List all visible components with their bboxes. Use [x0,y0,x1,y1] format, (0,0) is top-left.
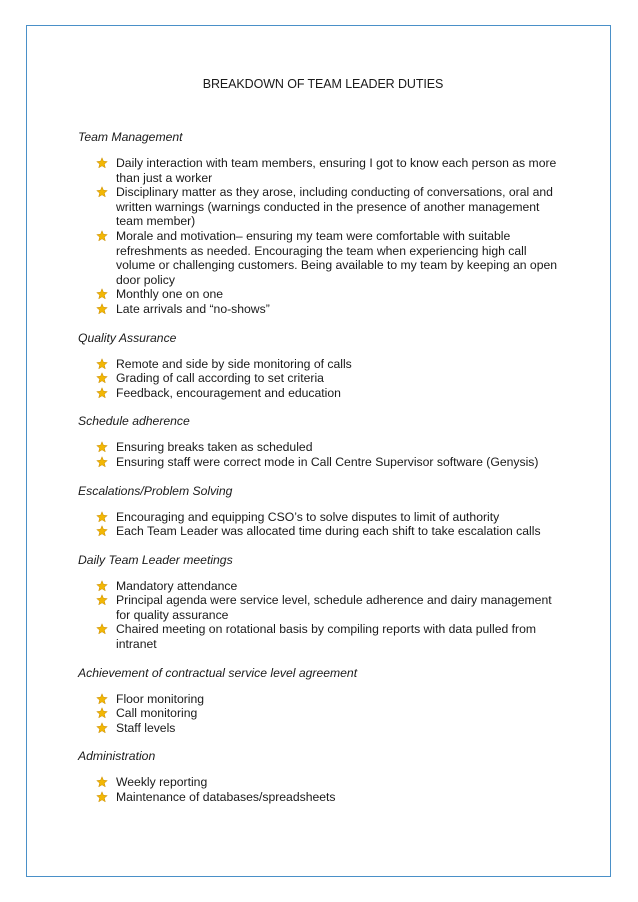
star-icon [96,303,108,315]
star-icon [96,288,108,300]
star-icon [96,693,108,705]
list-item-text: Staff levels [116,720,176,735]
bullet-list [78,775,568,804]
list-item [96,287,568,302]
section-heading: Quality Assurance [78,330,177,345]
list-item-text: Principal agenda were service level, schedule adherence and dairy management for quality assurance [116,593,552,622]
section-heading: Daily Team Leader meetings [78,552,233,567]
star-icon [96,441,108,453]
star-icon [96,358,108,370]
star-icon [96,594,108,606]
bullet-list [78,579,568,652]
list-item-text: Mandatory attendance [116,578,238,593]
list-item [96,622,568,651]
section-heading: Team Management [78,130,183,144]
star-icon [96,387,108,399]
list-item-text: Morale and motivation– ensuring my team were comfortable with suitable refreshments as needed. Encouraging the team when experiencing high call volume or challenging customers. Being available to my team by keeping an open door policy [116,228,558,287]
section [78,666,568,736]
list-item-text: Maintenance of databases/spreadsheets [116,790,336,805]
section [78,484,568,539]
list-item [96,510,568,525]
star-icon [96,791,108,803]
list-item-text: Grading of call according to set criteria [116,371,324,386]
star-icon [96,157,108,169]
list-item-text: Weekly reporting [116,775,208,790]
list-item-text: Late arrivals and “no-shows” [116,301,270,316]
list-item-text: Monthly one on one [116,287,224,302]
star-icon [96,722,108,734]
list-item [96,790,568,805]
document-title: BREAKDOWN OF TEAM LEADER DUTIES [202,77,444,91]
list-item-text: Feedback, encouragement and education [116,385,341,400]
list-item-text: Disciplinary matter as they arose, including conducting of conversations, oral and written warnings (warnings conducted in the presence of another management team member) [116,185,553,229]
list-item-text: Daily interaction with team members, ensuring I got to know each person as more than just a worker [116,156,557,185]
star-icon [96,776,108,788]
sections-container [78,130,568,805]
list-item [96,721,568,736]
list-item [96,386,568,401]
bullet-list [78,440,568,469]
list-item-text: Ensuring staff were correct mode in Call Centre Supervisor software (Genysis) [116,454,539,469]
bullet-list [78,692,568,736]
section [78,414,568,469]
list-item-text: Call monitoring [116,706,198,721]
section-heading: Schedule adherence [78,414,190,429]
section-heading: Administration [78,749,156,764]
star-icon [96,623,108,635]
list-item-text: Floor monitoring [116,691,205,706]
star-icon [96,707,108,719]
section-heading: Escalations/Problem Solving [78,483,233,498]
list-item [96,706,568,721]
list-item [96,455,568,470]
document-body [78,77,568,819]
star-icon [96,525,108,537]
list-item-text: Ensuring breaks taken as scheduled [116,440,313,455]
bullet-list [78,357,568,401]
section [78,553,568,652]
list-item [96,593,568,622]
list-item [96,371,568,386]
list-item [96,524,568,539]
star-icon [96,230,108,242]
list-item-text: Each Team Leader was allocated time during each shift to take escalation calls [116,524,541,539]
list-item [96,302,568,317]
list-item [96,185,568,229]
list-item [96,775,568,790]
star-icon [96,580,108,592]
star-icon [96,186,108,198]
bullet-list [78,156,568,317]
section [78,130,568,317]
star-icon [96,372,108,384]
list-item [96,156,568,185]
list-item [96,692,568,707]
section-heading: Achievement of contractual service level agreement [78,665,358,680]
star-icon [96,511,108,523]
list-item [96,579,568,594]
list-item [96,440,568,455]
list-item [96,229,568,287]
list-item [96,357,568,372]
list-item-text: Encouraging and equipping CSO’s to solve disputes to limit of authority [116,509,500,524]
section [78,749,568,804]
star-icon [96,456,108,468]
list-item-text: Chaired meeting on rotational basis by compiling reports with data pulled from intranet [116,622,537,652]
section [78,331,568,401]
list-item-text: Remote and side by side monitoring of calls [116,356,352,371]
bullet-list [78,510,568,539]
